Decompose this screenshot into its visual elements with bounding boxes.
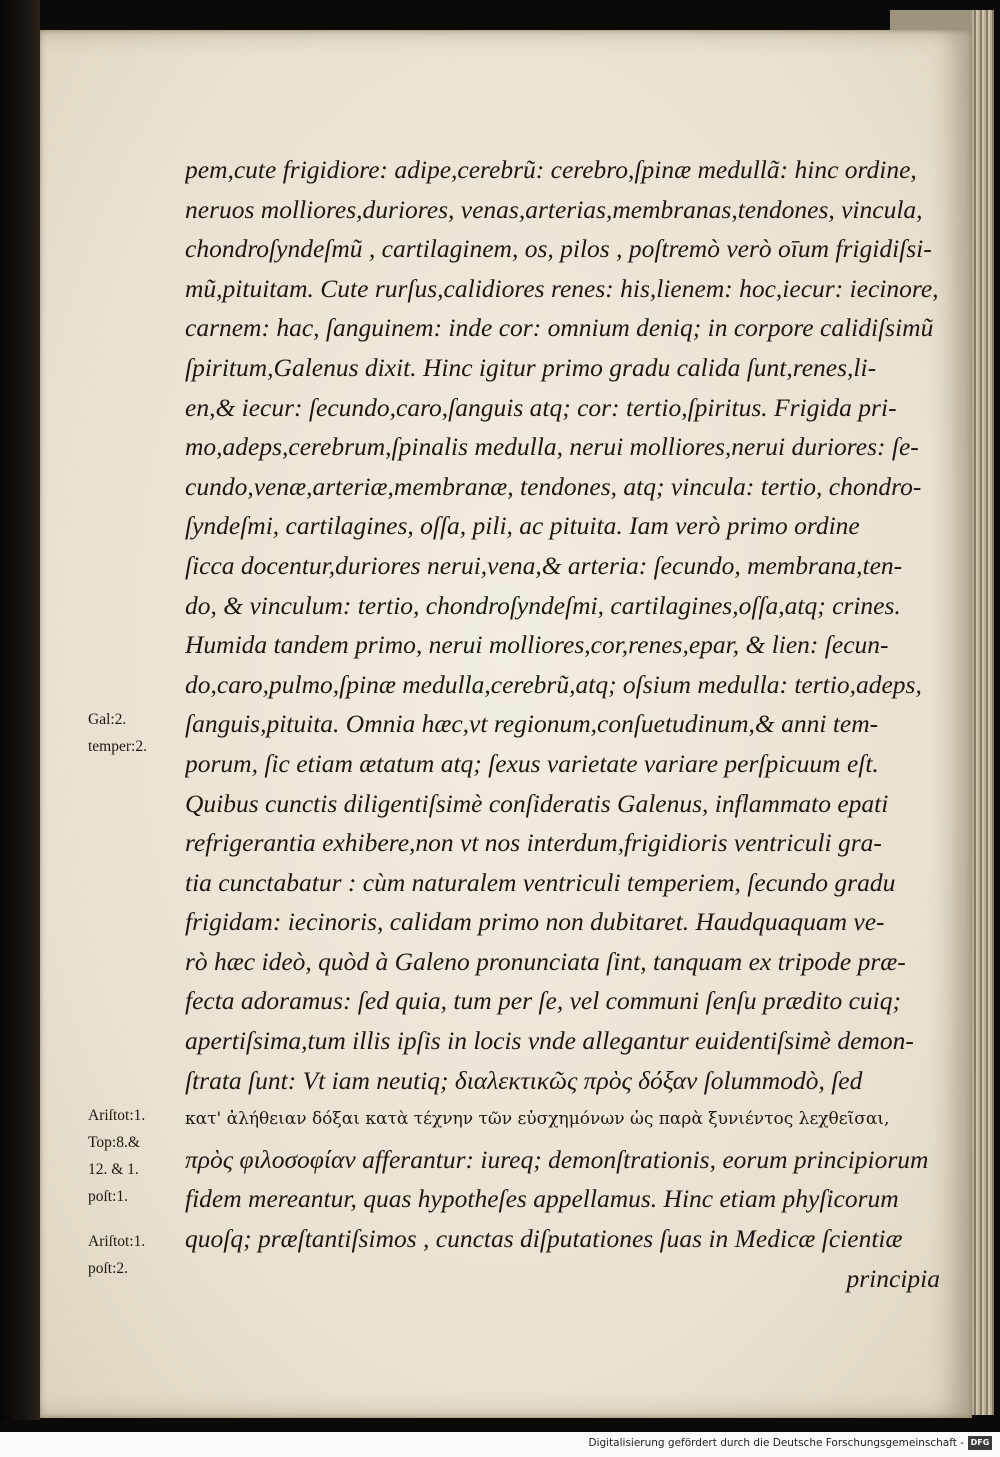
footer-bar [0,1432,1000,1457]
text-line: Humida tandem primo, nerui molliores,cor,renes,epar, & lien: ſecun- [185,630,889,660]
text-line: apertiſsima,tum illis ipſis in locis vnde allegantur euidentiſsimè demon- [185,1026,914,1056]
marginal-note-line: poſt:1. [88,1188,129,1205]
text-line: rò hæc ideò, quòd à Galeno pronunciata ſint, tanquam ex tripode præ- [185,946,906,976]
text-line: en,& iecur: ſecundo,caro,ſanguis atq; cor: tertio,ſpiritus. Frigida pri- [185,392,897,422]
marginal-note-aristotle-topics [88,1102,188,1210]
text-line: tia cunctabatur : cùm naturalem ventriculi temperiem, ſecundo gradu [185,867,896,897]
marginal-note-line: Ariſtot:1. [88,1233,146,1250]
text-line: cundo,venæ,arteriæ,membranæ, tendones, atq; vincula: tertio, chondro- [185,471,922,501]
marginal-note-line: 12. & 1. [88,1161,139,1178]
text-line: ſpiritum,Galenus dixit. Hinc igitur primo gradu calida ſunt,renes,li- [185,352,877,382]
text-line: ſtrata ſunt: Vt iam neutiq; διαλεκτικῶς πρὸς δόξαν ſolummodò, ſed [185,1065,863,1095]
text-line: fidem mereantur, quas hypotheſes appellamus. Hinc etiam phyſicorum [185,1184,899,1214]
text-line: do,caro,pulmo,ſpinæ medulla,cerebrũ,atq; oſsium medulla: tertio,adeps, [185,669,922,699]
text-line: ſicca docentur,duriores nerui,vena,& arteria: ſecundo, membrana,ten- [185,550,903,580]
text-line: ſyndeſmi, cartilagines, oſſa, pili, ac pituita. Iam verò primo ordine [185,511,860,541]
marginal-note-line: poſt:2. [88,1260,129,1277]
text-line: do, & vinculum: tertio, chondroſyndeſmi, cartilagines,oſſa,atq; crines. [185,590,901,620]
marginal-note-line: Ariſtot:1. [88,1107,146,1124]
text-line: porum, ſic etiam ætatum atq; ſexus varietate variare perſpicuum eſt. [185,748,879,778]
text-line: neruos molliores,duriores, venas,arterias,membranas,tendones, vincula, [185,194,923,224]
text-line: refrigerantia exhibere,non vt nos interdum,frigidioris ventriculi gra- [185,828,882,858]
footer-credit: Digitalisierung gefördert durch die Deutsche Forschungsgemeinschaft - [588,1437,964,1449]
marginal-note-galen [88,706,188,760]
text-line: πρὸς φιλοσοφίαν afferantur: iureq; demonſtrationis, eorum principiorum [185,1144,929,1174]
text-line: κατ' ἀλήθειαν δόξαι κατὰ τέχνην τῶν εὐσχημόνων ὡς παρὰ ξυνιέντος λεχθεῖσαι, [185,1109,890,1130]
marginal-note-aristotle-posterior [88,1228,188,1282]
text-line: mo,adeps,cerebrum,ſpinalis medulla, nerui molliores,nerui duriores: ſe- [185,432,919,462]
text-line: Quibus cunctis diligentiſsimè conſideratis Galenus, inflammato epati [185,788,889,818]
marginal-note-line: temper:2. [88,738,147,755]
page-top-strip [890,10,980,32]
catchword: principia [846,1263,940,1293]
text-line: mũ,pituitam. Cute rurſus,calidiores renes: his,lienem: hoc,iecur: iecinore, [185,273,939,303]
body-text [185,150,950,1298]
scan-edge-left [0,0,40,1420]
marginal-note-line: Top:8.& [88,1134,140,1151]
text-line: quoſq; præſtantiſsimos , cunctas diſputationes ſuas in Medicæ ſcientiæ [185,1224,903,1254]
text-line: fecta adoramus: ſed quia, tum per ſe, vel communi ſenſu prædito cuiq; [185,986,902,1016]
text-line: carnem: hac, ſanguinem: inde cor: omnium deniq; in corpore calidiſsimũ [185,313,934,343]
dfg-logo: DFG [968,1436,992,1450]
text-line: frigidam: iecinoris, calidam primo non dubitaret. Haudquaquam ve- [185,907,885,937]
text-line: pem,cute frigidiore: adipe,cerebrũ: cerebro,ſpinæ medullã: hinc ordine, [185,155,917,184]
text-line: chondroſyndeſmũ , cartilaginem, os, pilos , poſtremò verò oīum frigidiſsi- [185,234,932,264]
page-right-edge [972,10,994,1415]
marginal-note-line: Gal:2. [88,711,127,728]
text-line: ſanguis,pituita. Omnia hæc,vt regionum,conſuetudinum,& anni tem- [185,709,879,739]
